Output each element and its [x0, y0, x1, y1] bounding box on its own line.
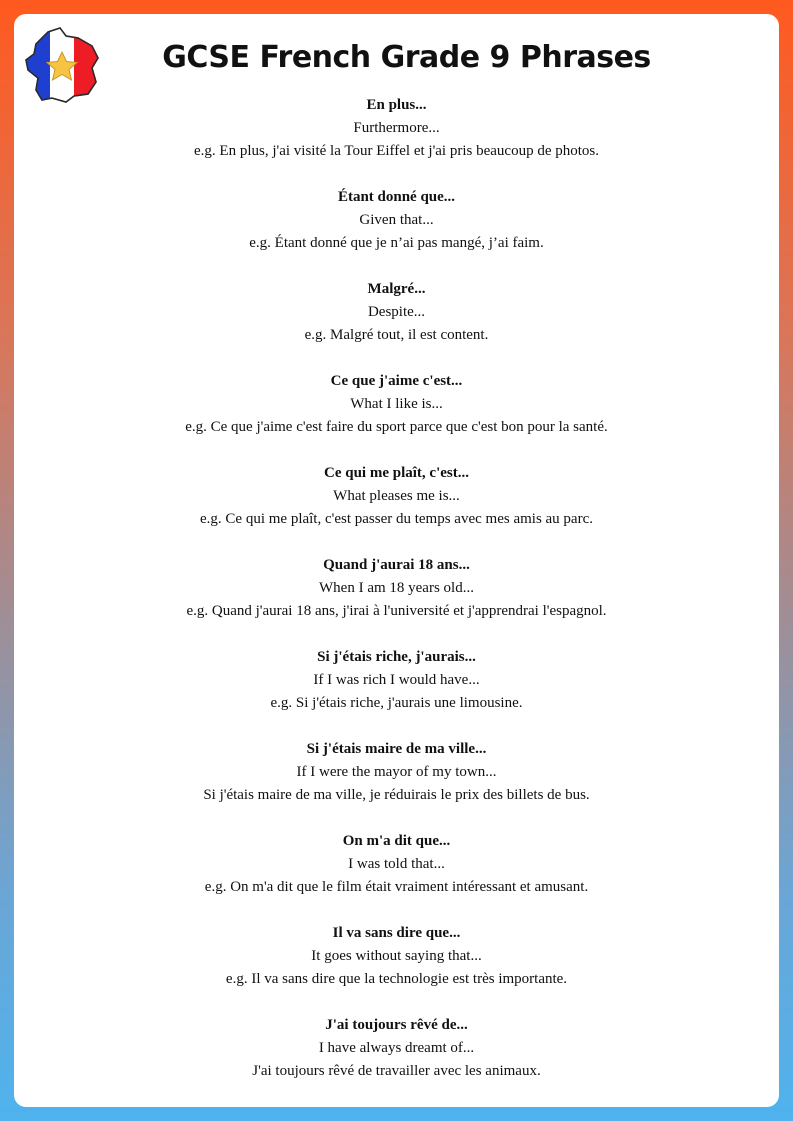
phrase-french: En plus... — [366, 97, 427, 113]
phrase-english: I have always dreamt of... — [318, 1040, 475, 1056]
phrase-french: J'ai toujours rêvé de... — [325, 1017, 468, 1033]
phrase-french: Il va sans dire que... — [332, 925, 461, 941]
phrase-item — [14, 646, 779, 738]
phrase-example: J'ai toujours rêvé de travailler avec les animaux. — [252, 1063, 541, 1079]
phrase-item — [14, 370, 779, 462]
phrase-english: What pleases me is... — [333, 488, 460, 504]
phrase-example: e.g. Ce qui me plaît, c'est passer du temps avec mes amis au parc. — [200, 511, 593, 527]
phrase-english: It goes without saying that... — [311, 948, 482, 964]
phrase-example: Si j'étais maire de ma ville, je réduirais le prix des billets de bus. — [203, 787, 590, 803]
phrase-english: Furthermore... — [353, 120, 440, 136]
phrase-list — [14, 94, 779, 1106]
phrase-english: What I like is... — [350, 396, 443, 412]
phrase-example: e.g. Ce que j'aime c'est faire du sport parce que c'est bon pour la santé. — [185, 419, 608, 435]
phrase-french: On m'a dit que... — [342, 833, 451, 849]
phrase-item — [14, 462, 779, 554]
phrase-item — [14, 830, 779, 922]
phrase-item — [14, 554, 779, 646]
phrase-french: Ce que j'aime c'est... — [330, 373, 463, 389]
phrase-example: e.g. Étant donné que je n’ai pas mangé, j’ai faim. — [249, 235, 544, 251]
phrase-item — [14, 738, 779, 830]
phrase-example: e.g. Malgré tout, il est content. — [304, 327, 489, 343]
phrase-english: I was told that... — [348, 856, 445, 872]
phrase-item — [14, 1014, 779, 1106]
phrase-french: Ce qui me plaît, c'est... — [324, 465, 469, 481]
phrase-item — [14, 278, 779, 370]
phrase-example: e.g. Si j'étais riche, j'aurais une limousine. — [270, 695, 523, 711]
worksheet-page — [14, 14, 779, 1107]
phrase-french: Si j'étais maire de ma ville... — [306, 741, 487, 757]
phrase-item — [14, 186, 779, 278]
phrase-french: Malgré... — [367, 281, 426, 297]
phrase-example: e.g. On m'a dit que le film était vraiment intéressant et amusant. — [204, 879, 589, 895]
phrase-example: e.g. En plus, j'ai visité la Tour Eiffel et j'ai pris beaucoup de photos. — [194, 143, 599, 159]
phrase-french: Si j'étais riche, j'aurais... — [317, 649, 476, 665]
phrase-example: e.g. Quand j'aurai 18 ans, j'irai à l'université et j'apprendrai l'espagnol. — [186, 603, 607, 619]
page-title: GCSE French Grade 9 Phrases — [162, 40, 651, 75]
phrase-item — [14, 922, 779, 1014]
phrase-english: If I were the mayor of my town... — [296, 764, 497, 780]
phrase-english: If I was rich I would have... — [313, 672, 480, 688]
phrase-item — [14, 94, 779, 186]
phrase-english: Given that... — [359, 212, 434, 228]
phrase-example: e.g. Il va sans dire que la technologie est très importante. — [225, 971, 568, 987]
phrase-french: Quand j'aurai 18 ans... — [323, 557, 470, 573]
phrase-english: When I am 18 years old... — [319, 580, 474, 596]
phrase-french: Étant donné que... — [337, 189, 456, 205]
phrase-english: Despite... — [367, 304, 426, 320]
